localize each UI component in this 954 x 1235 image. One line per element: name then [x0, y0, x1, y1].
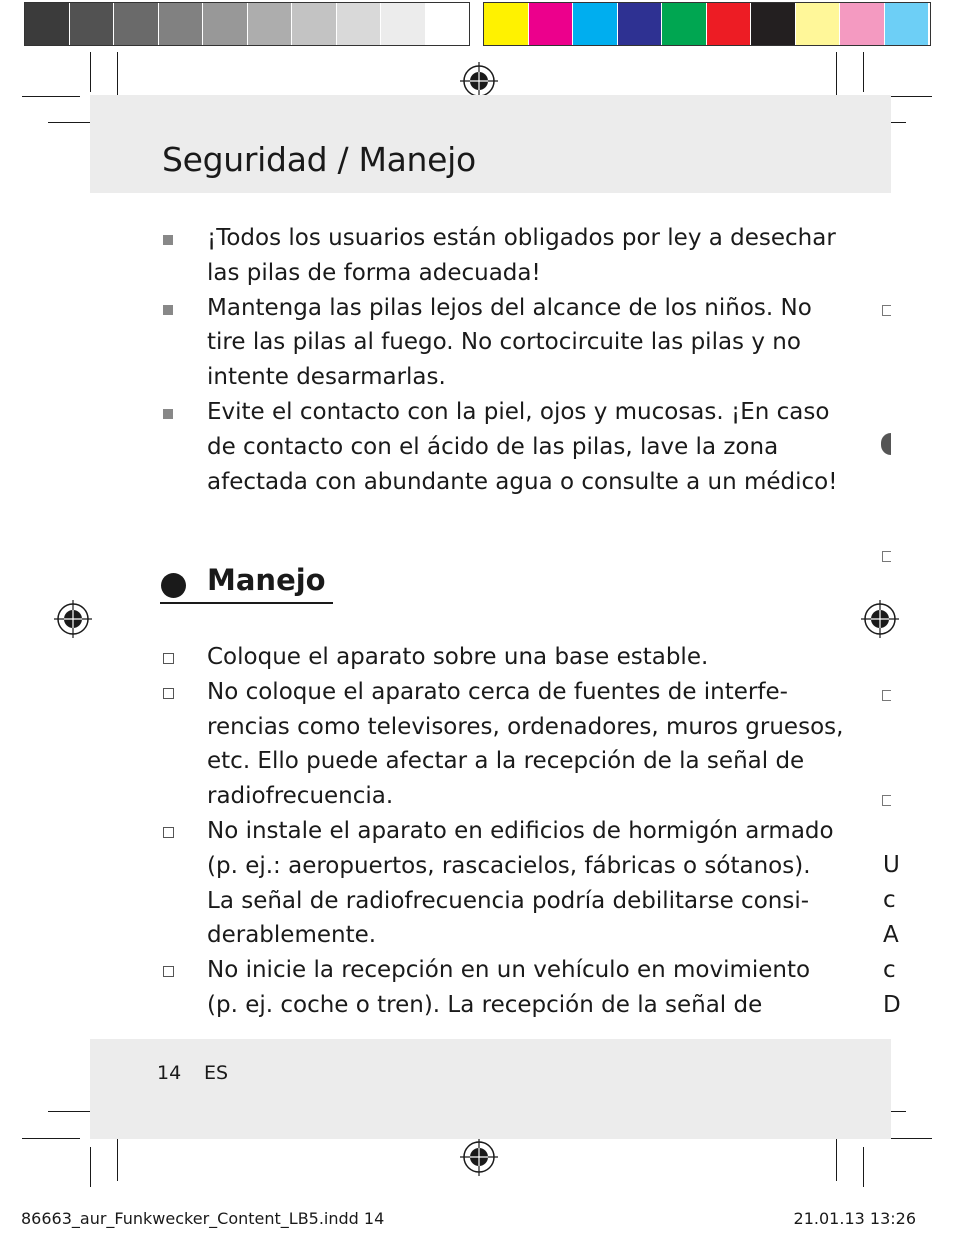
list-item-line: Mantenga las pilas lejos del alcance de los niños. No [207, 294, 812, 321]
checkbox-bullet-icon [163, 966, 174, 977]
list-item-line: afectada con abundante agua o consulte a un médico! [207, 468, 838, 495]
page-title: Seguridad / Manejo [162, 140, 476, 179]
color-swatch [618, 3, 662, 45]
registration-mark-icon [54, 600, 92, 638]
color-swatch [573, 3, 617, 45]
color-swatch [662, 3, 706, 45]
adjacent-page-letter: c [883, 957, 896, 983]
list-item-line: La señal de radiofrecuencia podría debilitarse consi- [207, 887, 810, 914]
gray-swatch [70, 3, 114, 45]
list-item-line: de contacto con el ácido de las pilas, lave la zona [207, 433, 779, 460]
square-bullet-icon [163, 305, 173, 315]
registration-mark-icon [460, 1138, 498, 1176]
color-swatch [885, 3, 929, 45]
gray-swatch [203, 3, 247, 45]
color-swatch [529, 3, 573, 45]
list-item-line: derablemente. [207, 922, 377, 949]
color-swatch [751, 3, 795, 45]
gray-swatch [25, 3, 69, 45]
checkbox-bullet-icon [163, 653, 174, 664]
adjacent-page-checkbox-icon [882, 795, 891, 806]
checkbox-bullet-icon [163, 827, 174, 838]
list-item-line: No coloque el aparato cerca de fuentes de interfe- [207, 678, 788, 705]
adjacent-page-checkbox-icon [882, 551, 891, 562]
footer-band [90, 1039, 891, 1139]
adjacent-page-letter: U [883, 852, 900, 878]
checkbox-bullet-icon [163, 688, 174, 699]
list-item-line: Coloque el aparato sobre una base estable. [207, 644, 709, 670]
crop-mark [90, 1147, 91, 1187]
adjacent-page-letter: D [883, 992, 901, 1018]
color-swatch [840, 3, 884, 45]
square-bullet-icon [163, 235, 173, 245]
language-code: ES [204, 1062, 229, 1084]
list-item-line: radiofrecuencia. [207, 783, 394, 810]
list-item-line: ¡Todos los usuarios están obligados por ley a desechar [207, 225, 836, 251]
gray-swatch [248, 3, 292, 45]
adjacent-page-checkbox-icon [882, 305, 891, 316]
page-number: 14 [157, 1062, 182, 1084]
list-item-line: No inicie la recepción en un vehículo en movimiento [207, 957, 811, 984]
adjacent-page-letter: c [883, 887, 896, 913]
registration-mark-icon [861, 600, 899, 638]
list-item-line: etc. Ello puede afectar a la recepción de la señal de [207, 748, 805, 775]
gray-swatch [159, 3, 203, 45]
crop-mark [863, 1147, 864, 1187]
color-swatch [484, 3, 528, 45]
section-heading-underline [160, 602, 333, 604]
color-swatch [707, 3, 751, 45]
list-item-line: rencias como televisores, ordenadores, muros gruesos, [207, 713, 844, 740]
list-item-line: (p. ej.: aeropuertos, rascacielos, fábricas o sótanos). [207, 852, 811, 879]
list-item-line: Evite el contacto con la piel, ojos y mucosas. ¡En caso [207, 399, 830, 425]
gray-swatch [381, 3, 425, 45]
slug-filename: 86663_aur_Funkwecker_Content_LB5.indd 14 [21, 1209, 385, 1228]
square-bullet-icon [163, 409, 173, 419]
adjacent-page-letter: A [883, 922, 899, 948]
gray-swatch [292, 3, 336, 45]
adjacent-page-bullet-icon [881, 433, 891, 455]
gray-swatch [114, 3, 158, 45]
crop-mark [22, 96, 80, 97]
section-heading: Manejo [207, 563, 326, 597]
gray-swatch [337, 3, 381, 45]
list-item-line: tire las pilas al fuego. No cortocircuite las pilas y no [207, 329, 801, 356]
crop-mark [90, 52, 91, 92]
crop-mark [22, 1138, 80, 1139]
list-item-line: (p. ej. coche o tren). La recepción de la señal de [207, 992, 763, 1018]
list-item-line: No instale el aparato en edificios de hormigón armado [207, 818, 834, 844]
gray-swatch [426, 3, 470, 45]
crop-mark [863, 52, 864, 92]
color-swatch [796, 3, 840, 45]
slug-timestamp: 21.01.13 13:26 [793, 1209, 916, 1228]
section-bullet-icon [161, 573, 186, 598]
list-item-line: intente desarmarlas. [207, 364, 446, 391]
adjacent-page-checkbox-icon [882, 690, 891, 701]
list-item-line: las pilas de forma adecuada! [207, 259, 541, 286]
